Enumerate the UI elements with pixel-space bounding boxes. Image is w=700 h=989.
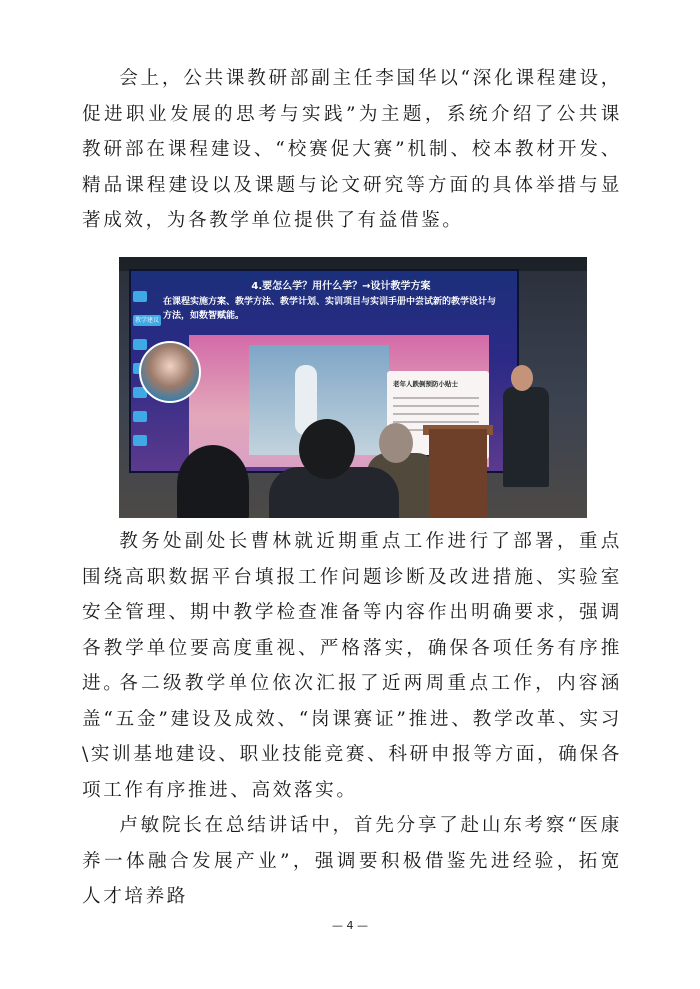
page-number: — 4 — [332, 919, 368, 932]
slide-title: 4.要怎么学？用什么学？→设计教学方案 [251, 281, 431, 292]
slide-side-tab-label: 教学建议 [134, 317, 159, 324]
slide-subtitle: 在课程实施方案、教学方法、教学计划、实训项目与实训手册中尝试新的教学设计与方法，如数智赋能。 [163, 297, 497, 321]
speaker-head [511, 365, 533, 391]
speaker [503, 387, 549, 487]
slide-card-line [393, 421, 479, 423]
presenter-avatar [139, 341, 201, 403]
meeting-photo [119, 257, 587, 518]
audience-head [299, 419, 355, 479]
slide-side-tab [133, 435, 147, 446]
paragraph-2: 教务处副处长曹林就近期重点工作进行了部署，重点围绕高职数据平台填报工作问题诊断及改进措施、实验室安全管理、期中教学检查准备等内容作出明确要求，强调各教学单位要高度重视、严格落实，确保各项任务有序推进。 [82, 531, 622, 694]
slide-card-line [393, 413, 479, 415]
paragraph-3: 各二级教学单位依次汇报了近两周重点工作，内容涵盖“五金”建设及成效、“岗课赛证”推进、教学改革、实习\实训基地建设、职业技能竞赛、科研申报等方面，确保各项工作有序推进、高效落实。 [82, 673, 622, 801]
paragraph-4: 卢敏院长在总结讲话中，首先分享了赴山东考察“医康养一体融合发展产业”，强调要积极借鉴先进经验，拓宽人才培养路 [82, 815, 622, 907]
podium [429, 429, 487, 518]
slide-side-tab [133, 339, 147, 350]
slide-card-title: 老年人跌倒预防小贴士 [393, 380, 458, 388]
audience-head [379, 423, 413, 463]
slide-side-tab [133, 411, 147, 422]
slide-card-line [393, 397, 479, 399]
slide-card-line [393, 405, 479, 407]
audience-head [177, 445, 249, 518]
paragraph-1: 会上，公共课教研部副主任李国华以“深化课程建设，促进职业发展的思考与实践”为主题，系统介绍了公共课教研部在课程建设、“校赛促大赛”机制、校本教材开发、精品课程建设以及课题与论文研究等方面的具体举措与显著成效，为各教学单位提供了有益借鉴。 [82, 68, 622, 231]
slide-side-tab [133, 291, 147, 302]
